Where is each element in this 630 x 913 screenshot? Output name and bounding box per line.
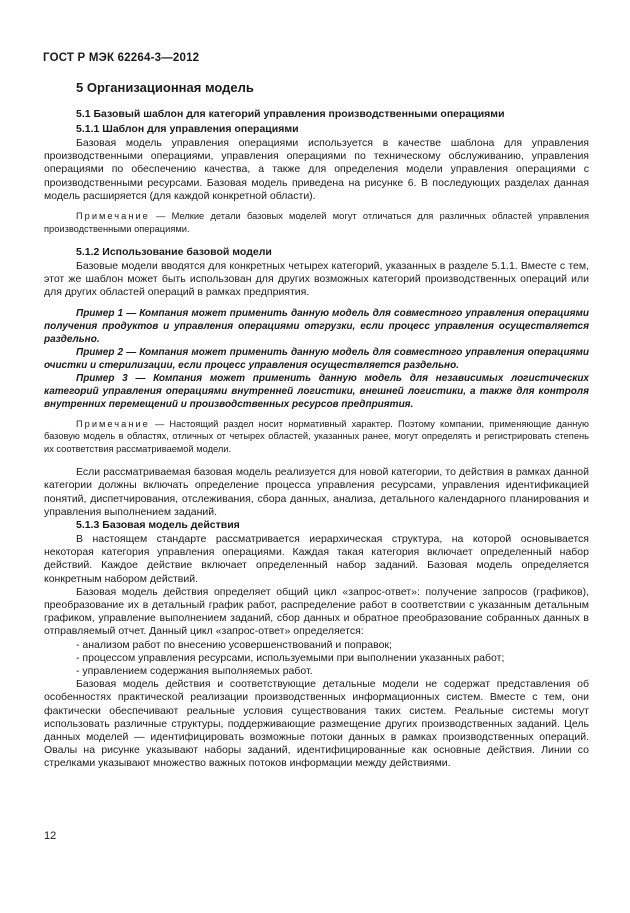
section-title: 5 Организационная модель — [76, 80, 254, 95]
note-1-label: Примечание — [76, 211, 150, 222]
running-header: ГОСТ Р МЭК 62264-3—2012 — [43, 52, 200, 64]
paragraph-1: Базовая модель управления операциями используется в качестве шаблона для управления производственными операциями, управления операциями по техническому обслуживанию, управления операциями по обеспечению качества, а также для определения модели управления операциями с производственными ресурсами. Базовая модель приведена на рисунке 6. В последующих разделах данная модель расширяется (для каждой конкретной области). — [44, 137, 589, 202]
example-1-label: Пример 1 — [76, 307, 124, 319]
example-2-label: Пример 2 — [76, 346, 124, 358]
example-1 — [44, 307, 589, 346]
note-2 — [44, 418, 589, 456]
note-2-text: — Настоящий раздел носит нормативный характер. Поэтому компании, применяющие данную базовую модель в областях, отличных от четырех областей, указанных ранее, могут определять и регистрировать степень их соответствия рассматриваемой модели. — [44, 418, 589, 454]
example-2-text: — Компания может применить данную модель для совместного управления операциями очистки и стерилизации, если процесс управления осуществляется раздельно. — [44, 346, 589, 371]
paragraph-4: В настоящем стандарте рассматривается иерархическая структура, на которой основывается некоторая категория управления операциями. Каждая такая категория включает определенный набор действий. Каждое действие включает определенный набор заданий. Базовая модель определяется конкретным набором действий. — [44, 532, 589, 585]
example-3-text: — Компания может применить данную модель для независимых логистических категорий управления операциями внутренней логистики, внешней логистики, а также для контроля внутренних перемещений и производственных ресурсов предприятия. — [44, 372, 589, 410]
subsection-5-1-title: 5.1 Базовый шаблон для категорий управления производственными операциями — [76, 108, 505, 120]
example-3-label: Пример 3 — [76, 372, 128, 384]
list-item: - процессом управления ресурсами, используемыми при выполнении указанных работ; — [76, 651, 505, 664]
note-1-text: — Мелкие детали базовых моделей могут отличаться для различных областей управления производственными операциями. — [44, 211, 589, 234]
paragraph-5: Базовая модель действия определяет общий цикл «запрос-ответ»: получение запросов (графиков), преобразование их в детальный график работ, распределение работ в соответствии с указанным детальным графиком, управление выполнением заданий, сбор данных и обратное преобразование собранных данных в отправляемый отчет. Данный цикл «запрос-ответ» определяется: — [44, 585, 589, 638]
page-number: 12 — [44, 830, 57, 842]
example-3 — [44, 372, 589, 411]
paragraph-6: Базовая модель действия и соответствующие детальные модели не содержат представления об особенностях практической реализации производственных информационных систем. Вместе с тем, они фактически обеспечивают реальные условия существования таких систем. Реальные системы могут использовать различные структуры, поддерживающие размещение других производственных заданий. Цель данных моделей — идентифицировать возможные потоки данных в рамках производственных операций. Овалы на рисунке указывают наборы заданий, идентифицированные как основные действия. Линии со стрелками указывают множество важных потоков информации между действиями. — [44, 678, 589, 770]
paragraph-2: Базовые модели вводятся для конкретных четырех категорий, указанных в разделе 5.1.1. Вместе с тем, этот же шаблон может быть использован для других возможных категорий производственных операций или для других областей операций в рамках предприятия. — [44, 260, 589, 299]
page-body — [44, 80, 589, 771]
subsection-5-1-1-title: 5.1.1 Шаблон для управления операциями — [76, 123, 299, 135]
subsection-5-1-3-title: 5.1.3 Базовая модель действия — [76, 518, 240, 531]
note-2-label: Примечание — [76, 418, 150, 429]
example-1-text: — Компания может применить данную модель для совместного управления операциями получения продуктов и управления операциями отгрузки, если процесс управления осуществляется раздельно. — [44, 307, 589, 345]
list-item: - управлением содержания выполняемых работ. — [76, 664, 313, 677]
list-item: - анализом работ по внесению усовершенствований и поправок; — [76, 638, 392, 651]
example-2 — [44, 346, 589, 372]
paragraph-3: Если рассматриваемая базовая модель реализуется для новой категории, то действия в рамках данной категории должны включать определение процесса управления ресурсами, управления идентификацией понятий, диспетчирования, отслеживания, сбора данных, анализа, детального календарного планирования и управления выполнением заданий. — [44, 466, 589, 518]
note-1 — [44, 210, 589, 235]
subsection-5-1-2-title: 5.1.2 Использование базовой модели — [76, 246, 272, 259]
